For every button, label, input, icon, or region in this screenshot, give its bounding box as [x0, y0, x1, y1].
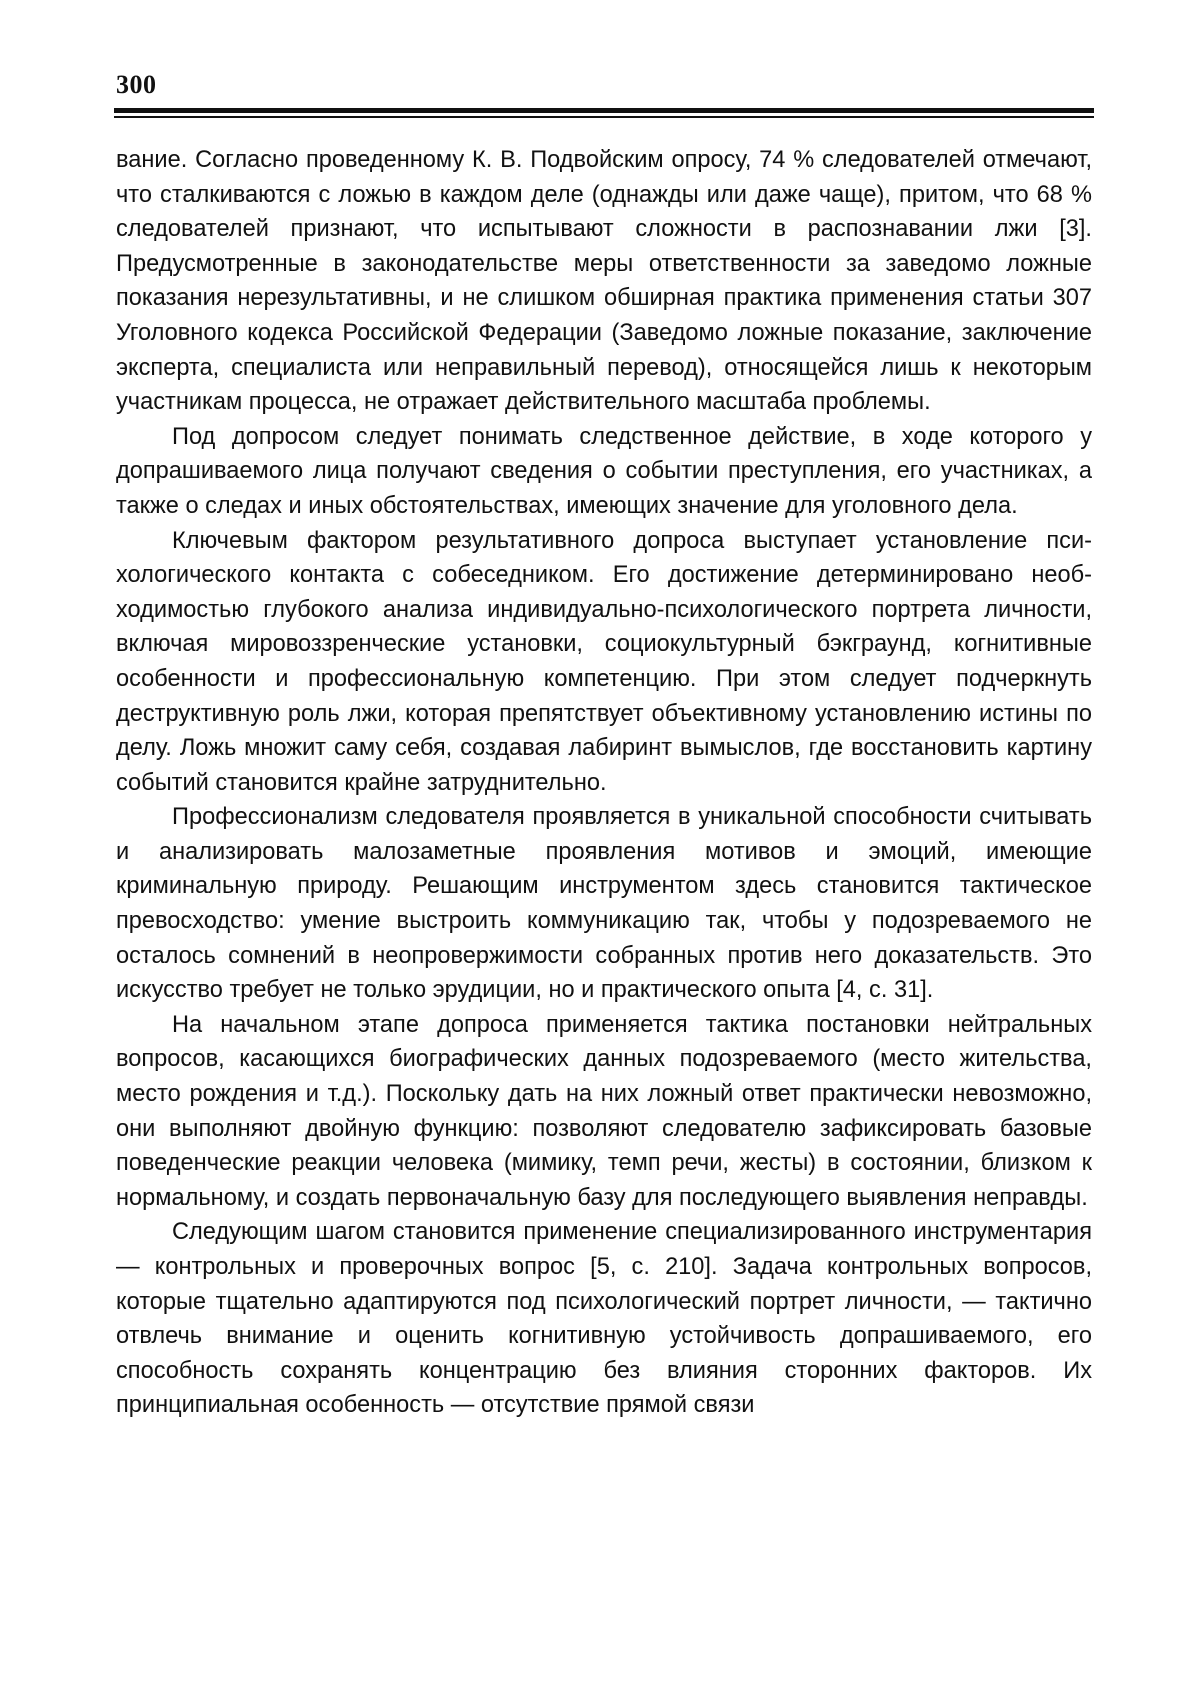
header-rule-thick [114, 108, 1094, 113]
header-rule-thin [114, 116, 1094, 118]
paragraph-1: вание. Согласно проведенному К. В. Подвойским опросу, 74 % следователей отмечают, что сталкиваются с ложью в каждом деле (однажды или даже чаще), притом, что 68 % следователей признают, что испытывают сложности в распознавании лжи [3]. Предусмотренные в законодательстве меры ответственности за заведомо ложные показания нерезультативны, и не слишком обширная практика применения статьи 307 Уголовного кодекса Российской Федерации (Заведомо ложные показание, заключение эксперта, специалиста или неправильный перевод), относящейся лишь к некоторым участникам процесса, не отражает действительного масштаба проблемы. [116, 147, 1092, 416]
paragraph-4: Профессионализм следователя проявляется в уникальной способности считывать и анализировать малозаметные проявления мотивов и эмоций, имеющие криминальную природу. Решающим инструментом здесь становится тактическое превосходство: умение выстроить коммуникацию так, чтобы у подозреваемого не осталось сомнений в неопровержимости собранных против него доказательств. Это искусство требует не только эрудиции, но и практического опыта [4, с. 31]. [116, 804, 1092, 1004]
page-number: 300 [116, 70, 157, 99]
body-text [116, 143, 1092, 1423]
paragraph-2: Под допросом следует понимать следственное действие, в ходе которого у допрашиваемого лица получают сведения о событии преступления, его участниках, а также о следах и иных обстоятельствах, имеющих значение для уголовного дела. [116, 423, 1092, 519]
paragraph-6: Следующим шагом становится применение специализированного инструментария — контрольных и проверочных вопрос [5, с. 210]. Задача контрольных вопросов, которые тщательно адаптируются под психологический портрет личности, — тактично отвлечь внимание и оценить когнитивную устойчивость допрашиваемого, его способность сохранять концентрацию без влияния сторонних факторов. Их принципиальная особенность — отсутствие прямой связи [116, 1219, 1092, 1419]
paragraph-3: Ключевым фактором результативного допроса выступает установление психологического контакта с собеседником. Его достижение детерминировано необходимостью глубокого анализа индивидуально-психологического портрета личности, включая мировоззренческие установки, социокультурный бэкграунд, когнитивные особенности и профессиональную компетенцию. При этом следует подчеркнуть деструктивную роль лжи, которая препятствует объективному установлению истины по делу. Ложь множит саму себя, создавая лабиринт вымыслов, где восстановить картину событий становится крайне затруднительно. [116, 527, 1092, 796]
paragraph-5: На начальном этапе допроса применяется тактика постановки нейтральных вопросов, касающихся биографических данных подозреваемого (место жительства, место рождения и т.д.). Поскольку дать на них ложный ответ практически невозможно, они выполняют двойную функцию: позволяют следователю зафиксировать базовые поведенческие реакции человека (мимику, темп речи, жесты) в состоянии, близком к нормальному, и создать первоначальную базу для последующего выявления неправды. [116, 1011, 1092, 1211]
